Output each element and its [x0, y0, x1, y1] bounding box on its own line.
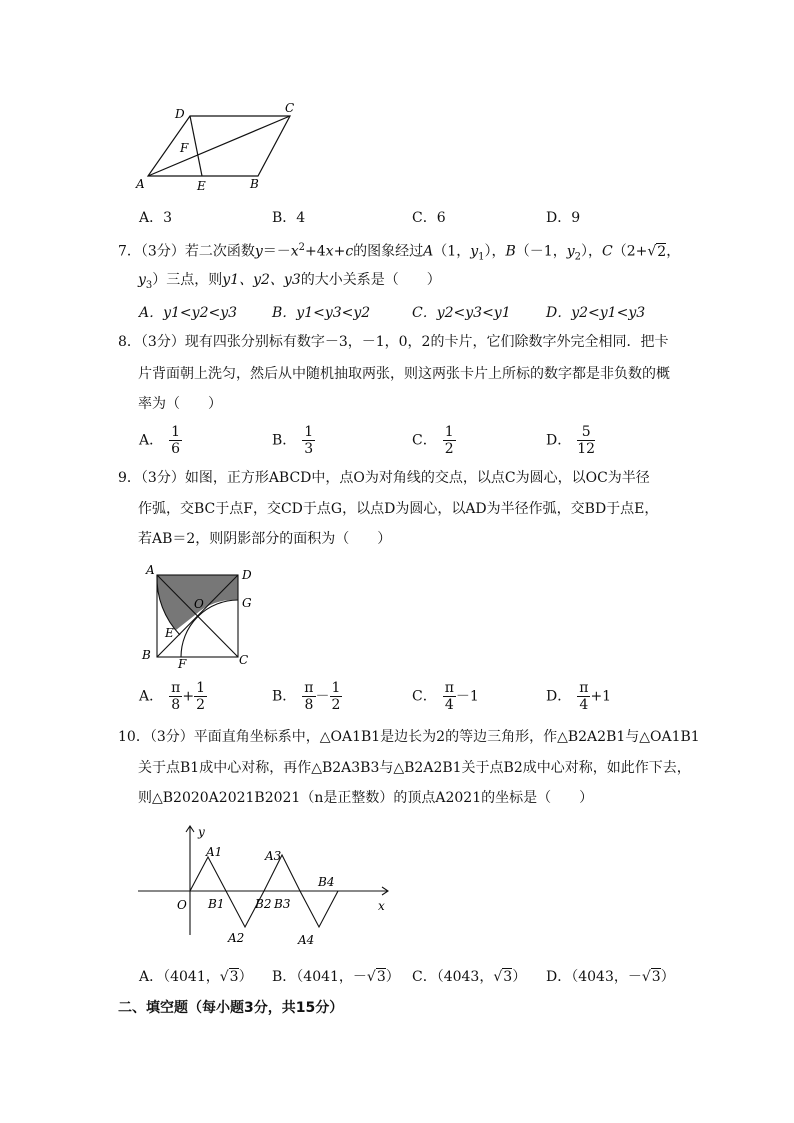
- q9-line-2: 作弧，交BC于点F，交CD于点G，以点D为圆心，以AD为半径作弧，交BD于点E，: [138, 501, 659, 517]
- label-B: B: [142, 648, 151, 662]
- q8-line-2: 片背面朝上洗匀，然后从中随机抽取两张，则这两张卡片上所标的数字都是非负数的概: [138, 366, 670, 382]
- q7-option-c: C．y2<y3<y1: [412, 305, 511, 321]
- q8-option-c: C． $\frac{1}{2}$: [412, 424, 454, 457]
- q9-line-1: 9．（3分）如图，正方形ABCD中，点O为对角线的交点，以点C为圆心，以OC为半径: [118, 470, 650, 486]
- q6-option-c: C．6: [412, 210, 446, 226]
- q8-line-1: 8．（3分）现有四张分别标有数字－3，－1，0，2的卡片，它们除数字外完全相同．把卡: [118, 334, 669, 350]
- q6-option-d: D．9: [546, 210, 581, 226]
- q9-option-a: A． $\frac{\pi}{8}$ + $\frac{1}{2}$: [139, 680, 205, 713]
- q10-option-b: B．（4041，－√3）: [272, 969, 400, 985]
- q7-option-d: D．y2<y1<y3: [546, 305, 646, 321]
- label-B: B: [250, 177, 259, 191]
- q7-line-1: 7．（3分）若二次函数$y=-x^2+4x+c$的图象经过A（1，$y_1$），B（－1，$y_2$），C（2+√2，: [118, 242, 681, 263]
- q10-option-a: A．（4041，√3）: [139, 969, 253, 985]
- label-A4: A4: [298, 933, 315, 947]
- q9-line-3: 若AB＝2，则阴影部分的面积为（ ）: [138, 531, 392, 547]
- q8-line-3: 率为（ ）: [138, 396, 222, 412]
- label-B4: B4: [318, 875, 335, 889]
- q9-option-d: D． $\frac{\pi}{4}$ +1: [546, 680, 612, 713]
- square-arc-figure: [138, 560, 263, 672]
- label-C: C: [239, 653, 249, 667]
- q9-option-c: C． $\frac{\pi}{4}$ －1: [412, 680, 479, 713]
- label-B3: B3: [274, 897, 291, 911]
- q10-option-d: D．（4043，－√3）: [546, 969, 675, 985]
- q8-option-d: D． $\frac{5}{12}$: [546, 424, 596, 457]
- q10-option-c: C．（4043，√3）: [412, 969, 527, 985]
- label-D: D: [242, 568, 252, 582]
- label-A: A: [146, 563, 155, 577]
- q10-line-1: 10．（3分）平面直角坐标系中，△OA1B1是边长为2的等边三角形，作△B2A2B1与△OA1B1: [118, 729, 700, 745]
- q8-option-b: B． $\frac{1}{3}$: [272, 424, 314, 457]
- label-F: F: [180, 141, 189, 155]
- q10-line-2: 关于点B1成中心对称，再作△B2A3B3与△B2A2B1关于点B2成中心对称，如此作下去，: [138, 760, 691, 776]
- label-C: C: [285, 101, 295, 115]
- label-O: O: [177, 898, 187, 912]
- label-F: F: [178, 657, 187, 671]
- q9-option-b: B． $\frac{\pi}{8}$ － $\frac{1}{2}$: [272, 680, 341, 713]
- label-D: D: [175, 107, 185, 121]
- q6-option-b: B．4: [272, 210, 306, 226]
- q10-line-3: 则△B2020A2021B2021（n是正整数）的顶点A2021的坐标是（ ）: [138, 790, 594, 806]
- q7-option-a: A．y1<y2<y3: [139, 305, 238, 321]
- label-O: O: [194, 597, 204, 611]
- label-B2: B2: [255, 897, 272, 911]
- q7-line-2: $y_3$）三点，则y1、y2、y3的大小关系是（ ）: [138, 272, 441, 291]
- label-A2: A2: [228, 931, 245, 945]
- q7-option-b: B．y1<y3<y2: [272, 305, 371, 321]
- coordinate-figure: [130, 820, 400, 950]
- label-A1: A1: [206, 845, 223, 859]
- label-B1: B1: [208, 897, 225, 911]
- section-heading: 二、填空题（每小题3分，共15分）: [118, 1000, 344, 1016]
- label-E: E: [165, 626, 174, 640]
- label-G: G: [242, 596, 252, 610]
- label-A: A: [136, 177, 145, 191]
- q8-option-a: A． $\frac{1}{6}$: [139, 424, 181, 457]
- q6-option-a: A．3: [139, 210, 173, 226]
- axis-label-x: x: [378, 899, 385, 913]
- axis-label-y: y: [198, 825, 205, 839]
- label-E: E: [197, 179, 206, 193]
- label-A3: A3: [265, 849, 282, 863]
- parallelogram-figure: [130, 98, 310, 198]
